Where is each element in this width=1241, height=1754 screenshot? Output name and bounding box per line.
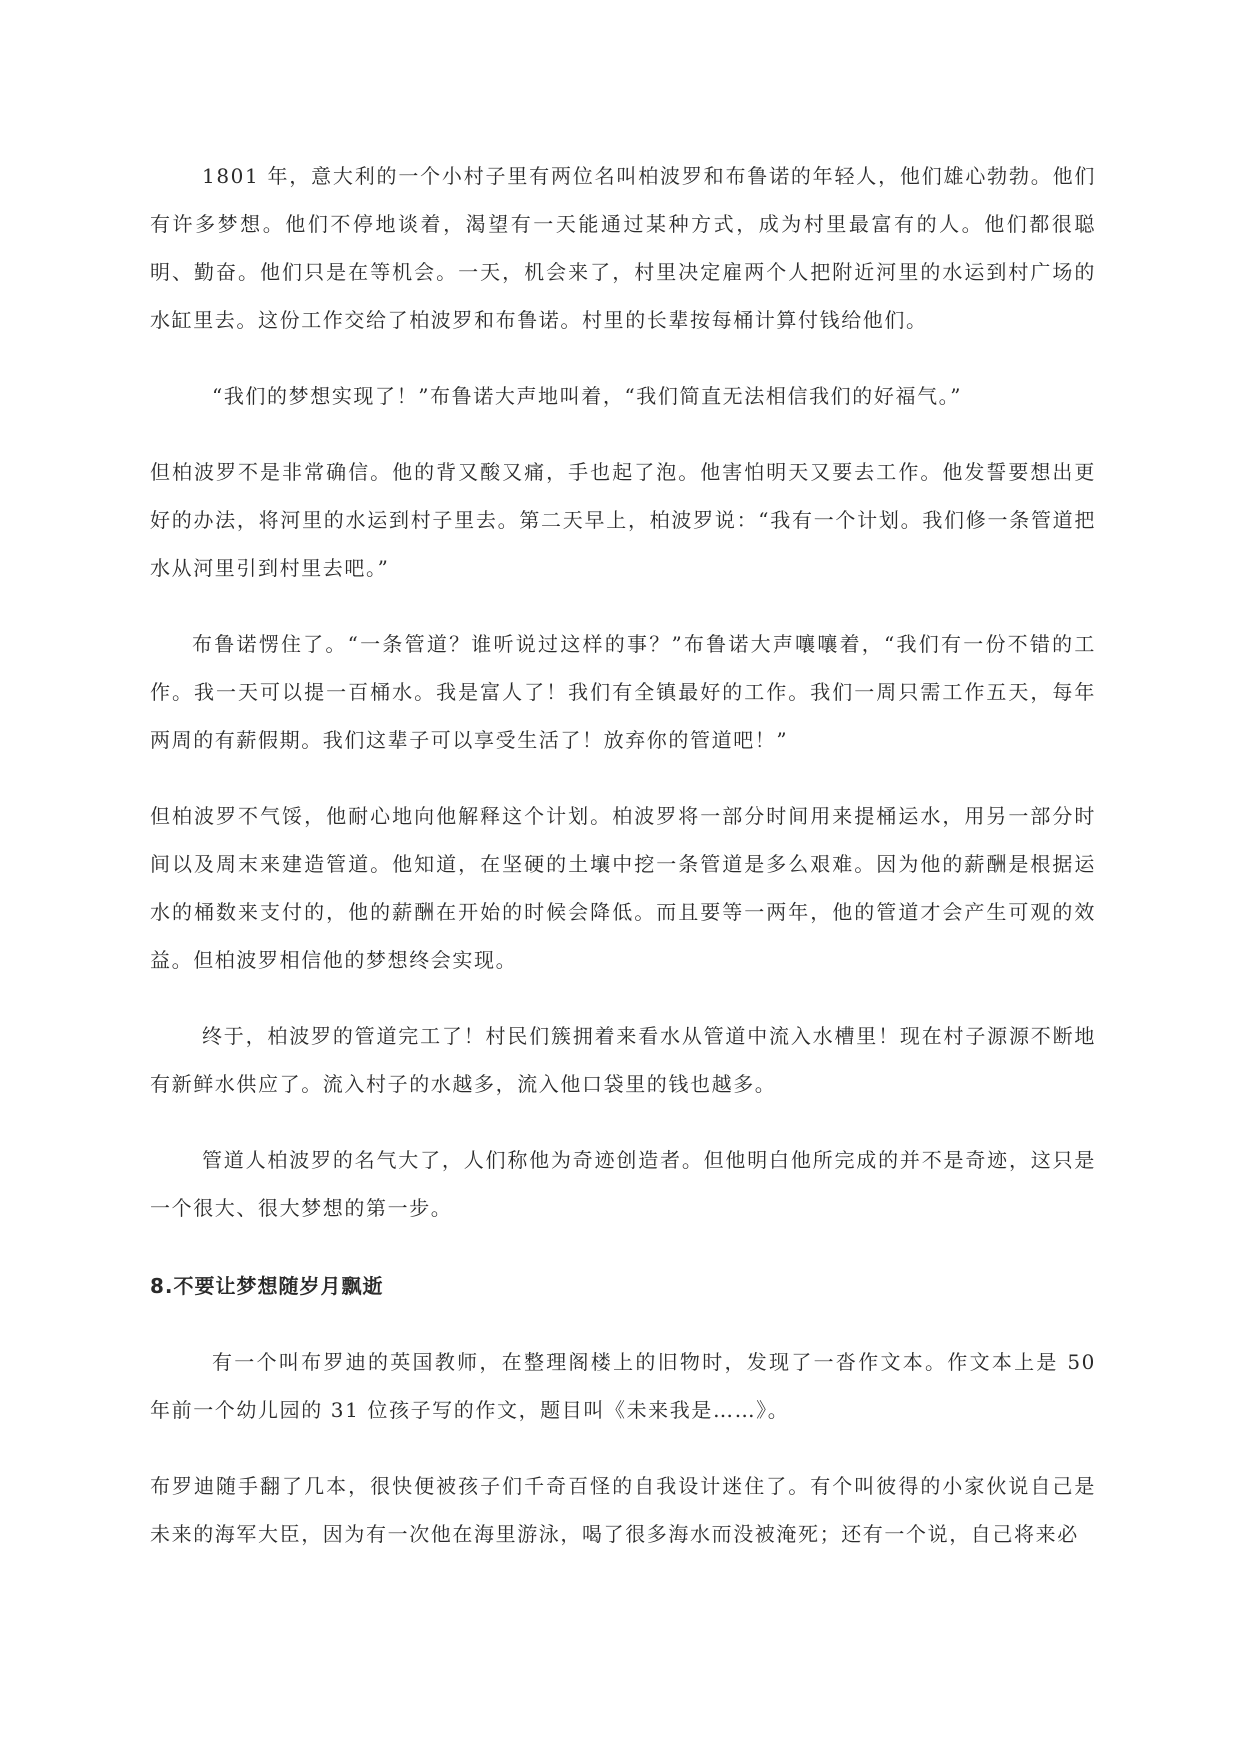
- paragraph-7: 管道人柏波罗的名气大了，人们称他为奇迹创造者。但他明白他所完成的并不是奇迹，这只是一个很大、很大梦想的第一步。: [150, 1148, 1096, 1220]
- document-page: [150, 152, 1096, 1558]
- paragraph-8: 有一个叫布罗迪的英国教师，在整理阁楼上的旧物时，发现了一沓作文本。作文本上是 50 年前一个幼儿园的 31 位孩子写的作文，题目叫《未来我是……》。: [150, 1350, 1096, 1422]
- paragraph-6: 终于，柏波罗的管道完工了！村民们簇拥着来看水从管道中流入水槽里！现在村子源源不断地有新鲜水供应了。流入村子的水越多，流入他口袋里的钱也越多。: [150, 1024, 1096, 1096]
- section-heading: 8.不要让梦想随岁月飘逝: [150, 1274, 384, 1298]
- paragraph-2: “我们的梦想实现了！”布鲁诺大声地叫着，“我们简直无法相信我们的好福气。”: [212, 384, 963, 408]
- paragraph-4: 布鲁诺愣住了。“一条管道？谁听说过这样的事？”布鲁诺大声嚷嚷着，“我们有一份不错的工作。我一天可以提一百桶水。我是富人了！我们有全镇最好的工作。我们一周只需工作五天，每年两周的有薪假期。我们这辈子可以享受生活了！放弃你的管道吧！”: [150, 632, 1096, 752]
- paragraph-1: 1801 年，意大利的一个小村子里有两位名叫柏波罗和布鲁诺的年轻人，他们雄心勃勃。他们有许多梦想。他们不停地谈着，渴望有一天能通过某种方式，成为村里最富有的人。他们都很聪明、勤奋。他们只是在等机会。一天，机会来了，村里决定雇两个人把附近河里的水运到村广场的水缸里去。这份工作交给了柏波罗和布鲁诺。村里的长辈按每桶计算付钱给他们。: [150, 164, 1096, 332]
- paragraph-3: 但柏波罗不是非常确信。他的背又酸又痛，手也起了泡。他害怕明天又要去工作。他发誓要想出更好的办法，将河里的水运到村子里去。第二天早上，柏波罗说：“我有一个计划。我们修一条管道把水从河里引到村里去吧。”: [150, 460, 1096, 580]
- paragraph-9: 布罗迪随手翻了几本，很快便被孩子们千奇百怪的自我设计迷住了。有个叫彼得的小家伙说自己是未来的海军大臣，因为有一次他在海里游泳，喝了很多海水而没被淹死；还有一个说，自己将来必: [150, 1474, 1096, 1546]
- paragraph-5: 但柏波罗不气馁，他耐心地向他解释这个计划。柏波罗将一部分时间用来提桶运水，用另一部分时间以及周末来建造管道。他知道，在坚硬的土壤中挖一条管道是多么艰难。因为他的薪酬是根据运水的桶数来支付的，他的薪酬在开始的时候会降低。而且要等一两年，他的管道才会产生可观的效益。但柏波罗相信他的梦想终会实现。: [150, 804, 1096, 972]
